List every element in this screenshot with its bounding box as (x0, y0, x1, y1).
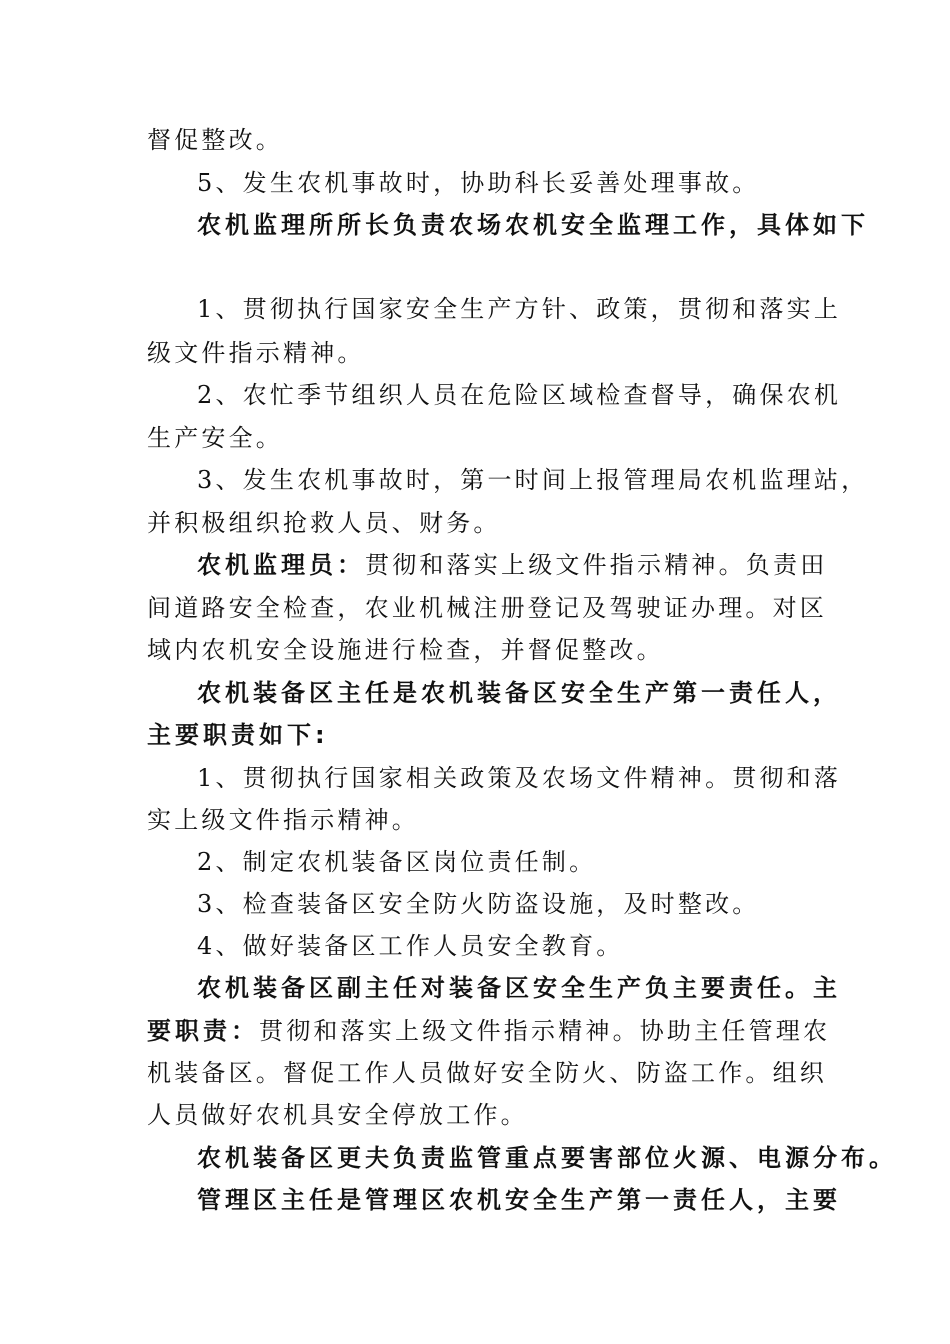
text-line (197, 549, 827, 581)
text-line: 3、检查装备区安全防火防盗设施，及时整改。 (197, 890, 760, 918)
text-line: 5、发生农机事故时，协助科长妥善处理事故。 (197, 169, 760, 197)
section-heading: 农机监理所所长负责农场农机安全监理工作，具体如下 (197, 211, 869, 239)
text-line: 2、制定农机装备区岗位责任制。 (197, 848, 597, 876)
text-line: 督促整改。 (147, 126, 283, 154)
text-line: 3、发生农机事故时，第一时间上报管理局农机监理站， (197, 466, 869, 494)
inline-heading: 要职责： (147, 1017, 259, 1045)
text-line: 实上级文件指示精神。 (147, 806, 419, 834)
section-heading: 农机装备区更夫负责监管重点要害部位火源、电源分布。 (197, 1144, 897, 1172)
text-line: 1、贯彻执行国家相关政策及农场文件精神。贯彻和落 (197, 764, 842, 792)
text-line: 人员做好农机具安全停放工作。 (147, 1101, 528, 1129)
text-line: 机装备区。督促工作人员做好安全防火、防盗工作。组织 (147, 1059, 827, 1087)
text-line: 2、农忙季节组织人员在危险区域检查督导，确保农机 (197, 381, 842, 409)
inline-text: 贯彻和落实上级文件指示精神。协助主任管理农 (259, 1017, 831, 1045)
text-line: 4、做好装备区工作人员安全教育。 (197, 932, 624, 960)
text-line: 1、贯彻执行国家安全生产方针、政策，贯彻和落实上 (197, 295, 842, 323)
inline-text: 贯彻和落实上级文件指示精神。负责田 (365, 551, 828, 579)
text-line: 并积极组织抢救人员、财务。 (147, 509, 501, 537)
inline-heading: 农机监理员： (197, 551, 365, 579)
text-line (147, 1015, 830, 1047)
section-heading: 管理区主任是管理区农机安全生产第一责任人，主要 (197, 1186, 841, 1214)
section-heading: 主要职责如下: (147, 721, 329, 749)
text-line: 级文件指示精神。 (147, 339, 365, 367)
text-line: 域内农机安全设施进行检查，并督促整改。 (147, 636, 664, 664)
section-heading: 农机装备区主任是农机装备区安全生产第一责任人， (197, 679, 841, 707)
text-line: 间道路安全检查，农业机械注册登记及驾驶证办理。对区 (147, 594, 827, 622)
section-heading: 农机装备区副主任对装备区安全生产负主要责任。主 (197, 974, 841, 1002)
text-line: 生产安全。 (147, 424, 283, 452)
